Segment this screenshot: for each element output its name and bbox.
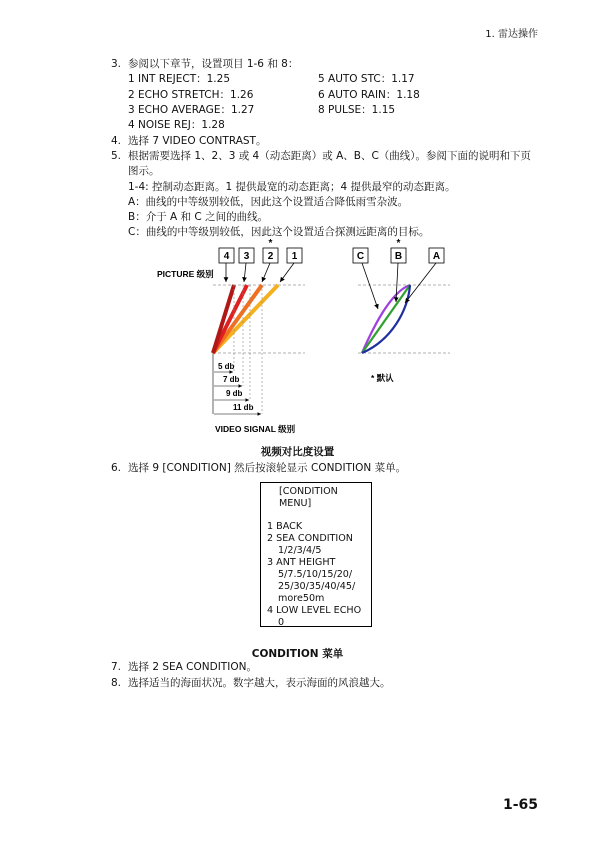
svg-text:A: A xyxy=(432,251,441,262)
step-text: 选择适当的海面状况。数字越大，表示海面的风浪越大。 xyxy=(128,677,391,689)
svg-text:1: 1 xyxy=(291,251,298,262)
default-star: * xyxy=(396,238,401,249)
range-box-1 xyxy=(287,248,302,263)
step-text: 参阅以下章节，设置项目 1-6 和 8： xyxy=(128,58,299,70)
ref-noise-rej: 4 NOISE REJ：1.28 xyxy=(128,119,225,132)
step-number: 5. xyxy=(111,150,122,162)
menu-caption: CONDITION 菜单 xyxy=(251,648,344,660)
step-8 xyxy=(111,676,391,691)
step-text: 根据需要选择 1、2、3 或 4（动态距离）或 A、B、C（曲线）。参阅下面的说明和下页图示。 xyxy=(128,150,532,178)
condition-menu-box xyxy=(260,482,372,627)
menu-item-low-level-echo: 4 LOW LEVEL ECHO xyxy=(267,605,362,616)
step-number: 8. xyxy=(111,677,122,689)
step-7 xyxy=(111,660,257,675)
svg-text:3: 3 xyxy=(243,251,250,262)
svg-text:4: 4 xyxy=(223,251,230,262)
curve-box-b xyxy=(391,248,406,263)
range-line-2 xyxy=(213,285,262,353)
step-number: 3. xyxy=(111,58,122,70)
db-label-9: 9 db xyxy=(226,389,243,398)
video-signal-label: VIDEO SIGNAL 级别 xyxy=(215,424,296,434)
desc-line: A：曲线的中等级别较低，因此这个设置适合降低雨雪杂波。 xyxy=(128,195,409,208)
desc-line: 1-4: 控制动态距离。1 提供最宽的动态距离；4 提供最窄的动态距离。 xyxy=(128,180,456,193)
svg-text:B: B xyxy=(394,251,403,262)
range-box-3 xyxy=(239,248,254,263)
range-box-4 xyxy=(219,248,234,263)
menu-item-ant-height: 3 ANT HEIGHT xyxy=(267,557,336,568)
step-text: 选择 7 VIDEO CONTRAST。 xyxy=(128,135,267,147)
step-number: 4. xyxy=(111,135,122,147)
ref-echo-stretch: 2 ECHO STRETCH：1.26 xyxy=(128,88,254,101)
menu-option: more50m xyxy=(278,593,325,604)
menu-item-sea-condition: 2 SEA CONDITION xyxy=(267,533,353,544)
ref-auto-stc: 5 AUTO STC：1.17 xyxy=(318,73,415,86)
ref-pulse: 8 PULSE：1.15 xyxy=(318,103,396,116)
picture-level-label: PICTURE 级别 xyxy=(157,269,214,279)
figure-caption: 视频对比度设置 xyxy=(260,446,335,458)
step-number: 7. xyxy=(111,661,122,673)
curve-box-a xyxy=(429,248,444,263)
ref-echo-average: 3 ECHO AVERAGE：1.27 xyxy=(128,103,255,116)
menu-title: [CONDITION MENU] xyxy=(279,486,338,509)
menu-item-back: 1 BACK xyxy=(267,521,303,532)
db-label-5: 5 db xyxy=(218,362,235,371)
range-box-2 xyxy=(263,248,278,263)
db-label-7: 7 db xyxy=(223,375,240,384)
curve-b xyxy=(362,285,410,353)
step-number: 6. xyxy=(111,462,122,474)
svg-text:2: 2 xyxy=(267,251,274,262)
ref-int-reject: 1 INT REJECT：1.25 xyxy=(128,73,231,86)
menu-option: 25/30/35/40/45/ xyxy=(278,581,356,592)
step-text: 选择 2 SEA CONDITION。 xyxy=(128,661,257,673)
menu-option: 5/7.5/10/15/20/ xyxy=(278,569,353,580)
page-number: 1-65 xyxy=(502,797,538,813)
svg-text:C: C xyxy=(356,251,365,262)
step-text: 选择 9 [CONDITION] 然后按滚轮显示 CONDITION 菜单。 xyxy=(128,462,407,474)
menu-option: 0 xyxy=(278,617,285,628)
desc-line: C：曲线的中等级别较低，因此这个设置适合探测远距离的目标。 xyxy=(128,226,430,239)
step-6 xyxy=(111,461,407,476)
ref-auto-rain: 6 AUTO RAIN：1.18 xyxy=(318,88,420,101)
default-note: * 默认 xyxy=(371,373,394,383)
default-star: * xyxy=(268,238,273,249)
desc-line: B：介于 A 和 C 之间的曲线。 xyxy=(128,211,269,224)
running-header: 1. 雷达操作 xyxy=(485,29,538,40)
curve-box-c xyxy=(353,248,368,263)
db-label-11: 11 db xyxy=(233,403,254,412)
menu-option: 1/2/3/4/5 xyxy=(278,545,322,556)
